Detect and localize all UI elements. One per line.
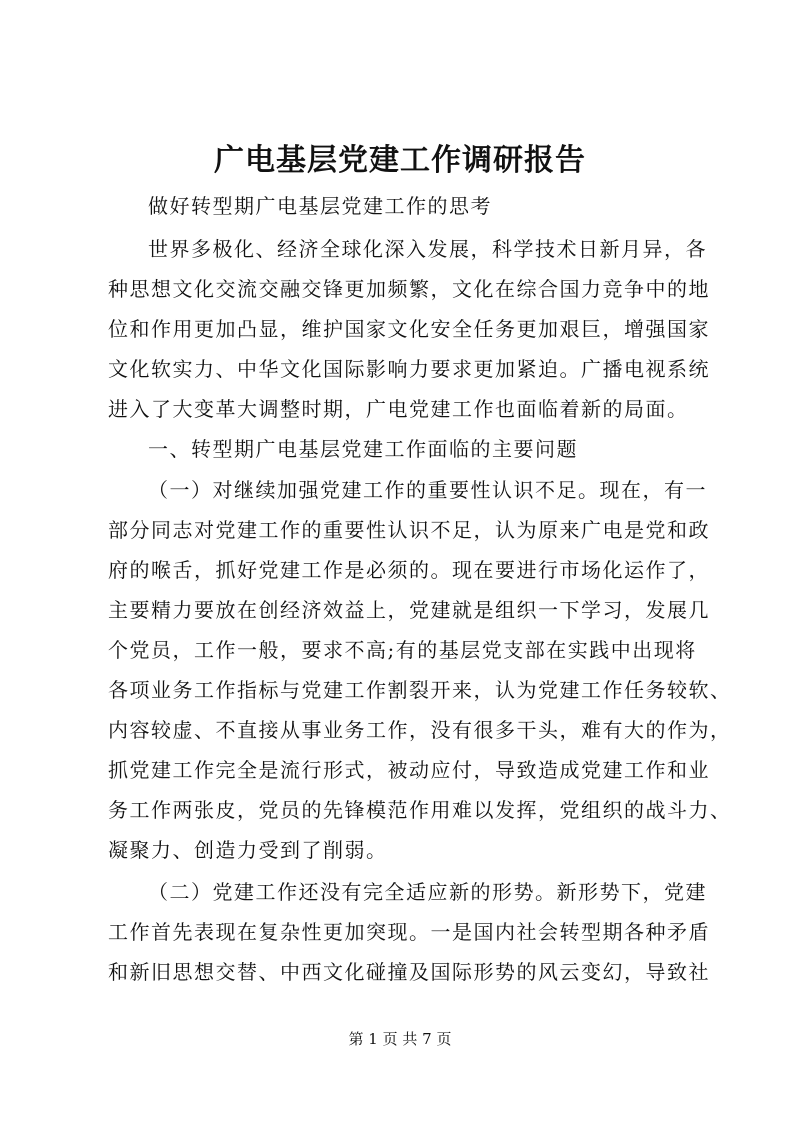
body-line: 主要精力要放在创经济效益上，党建就是组织一下学习，发展几 [108,598,710,622]
body-line: 务工作两张皮，党员的先锋模范作用难以发挥，党组织的战斗力、 [108,798,732,822]
body-line: （二）党建工作还没有完全适应新的形势。新形势下，党建 [148,880,707,904]
body-line: 种思想文化交流交融交锋更加频繁，文化在综合国力竞争中的地 [108,277,710,301]
body-line: 内容较虚、不直接从事业务工作，没有很多干头，难有大的作为， [108,718,732,742]
body-line: 文化软实力、中华文化国际影响力要求更加紧迫。广播电视系统 [108,357,710,381]
body-line: 各项业务工作指标与党建工作割裂开来，认为党建工作任务较软、 [108,678,732,702]
body-line: 府的喉舌，抓好党建工作是必须的。现在要进行市场化运作了， [108,558,710,582]
page-number: 第 1 页 共 7 页 [348,1030,452,1048]
body-line: 位和作用更加凸显，维护国家文化安全任务更加艰巨，增强国家 [108,317,710,341]
body-line: 和新旧思想交替、中西文化碰撞及国际形势的风云变幻，导致社 [108,960,710,984]
body-line: 世界多极化、经济全球化深入发展，科学技术日新月异，各 [148,237,707,261]
document-title: 广电基层党建工作调研报告 [214,143,586,178]
body-line: 抓党建工作完全是流行形式，被动应付，导致造成党建工作和业 [108,758,710,782]
body-line: 工作首先表现在复杂性更加突现。一是国内社会转型期各种矛盾 [108,920,710,944]
section-heading: 一、转型期广电基层党建工作面临的主要问题 [148,437,578,461]
body-line: （一）对继续加强党建工作的重要性认识不足。现在，有一 [148,478,707,502]
body-line: 部分同志对党建工作的重要性认识不足，认为原来广电是党和政 [108,518,710,542]
body-line: 进入了大变革大调整时期，广电党建工作也面临着新的局面。 [108,397,689,421]
subtitle-line: 做好转型期广电基层党建工作的思考 [148,194,492,218]
body-line: 个党员，工作一般，要求不高;有的基层党支部在实践中出现将 [108,638,697,662]
body-line: 凝聚力、创造力受到了削弱。 [108,838,388,862]
